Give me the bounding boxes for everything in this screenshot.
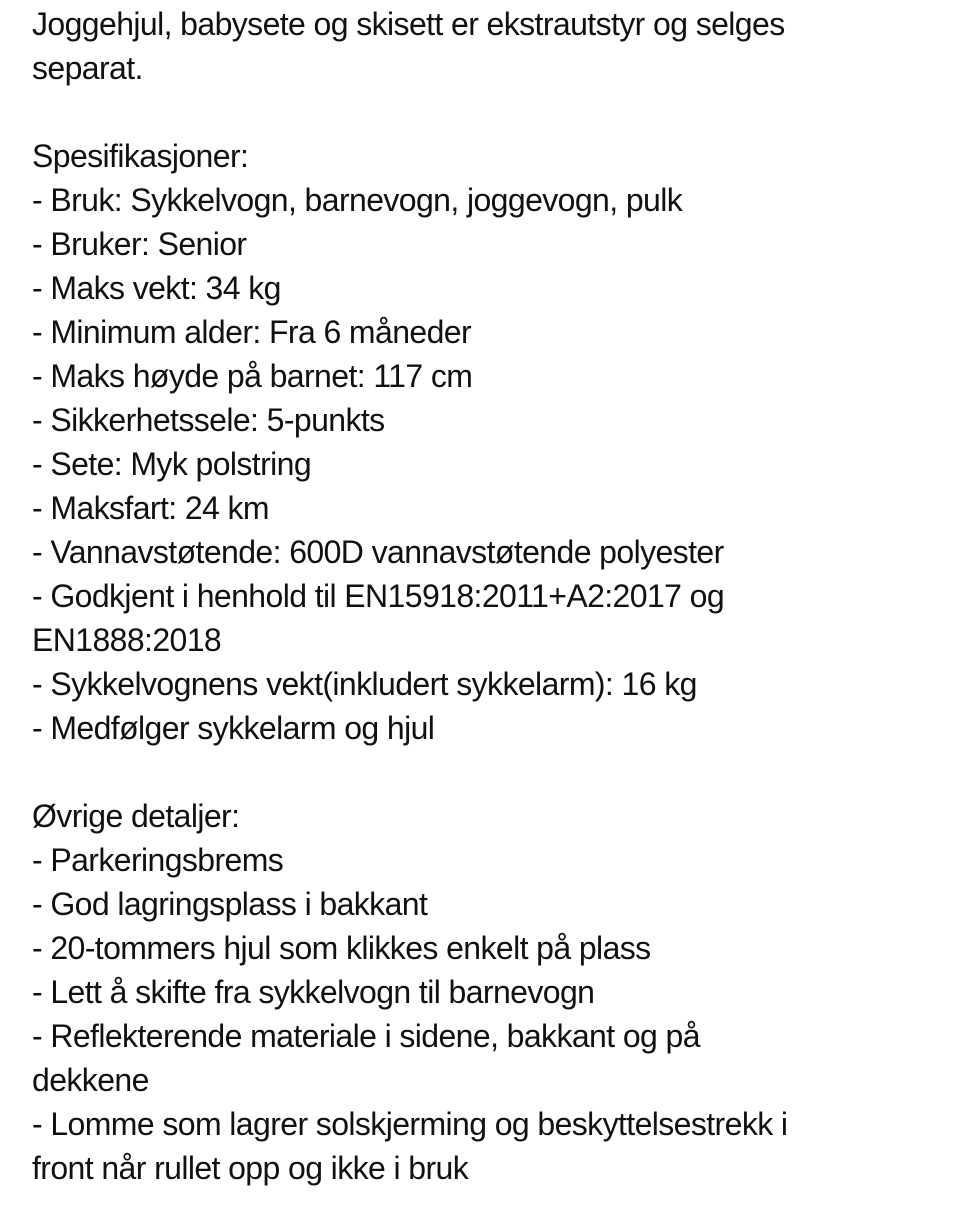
text-line: - Maks høyde på barnet: 117 cm — [32, 358, 473, 394]
text-line: - Reflekterende materiale i sidene, bakkant og på — [32, 1018, 700, 1054]
description-sections — [32, 134, 932, 1190]
section-heading: Spesifikasjoner: — [32, 138, 249, 174]
text-line: separat. — [32, 50, 143, 86]
description-section — [32, 794, 932, 1190]
text-line: - Lomme som lagrer solskjerming og beskyttelsestrekk i — [32, 1106, 788, 1142]
section-heading: Øvrige detaljer: — [32, 798, 240, 834]
text-line: - Parkeringsbrems — [32, 842, 284, 878]
text-line: - Sete: Myk polstring — [32, 446, 312, 482]
text-line: - 20-tommers hjul som klikkes enkelt på plass — [32, 930, 651, 966]
text-line: - Lett å skifte fra sykkelvogn til barnevogn — [32, 974, 595, 1010]
description-intro — [32, 2, 932, 90]
text-line: - Sykkelvognens vekt(inkludert sykkelarm): 16 kg — [32, 666, 697, 702]
text-line: - Bruker: Senior — [32, 226, 247, 262]
text-line: - Medfølger sykkelarm og hjul — [32, 710, 435, 746]
text-line: - Sikkerhetssele: 5-punkts — [32, 402, 385, 438]
text-line: - Vannavstøtende: 600D vannavstøtende polyester — [32, 534, 724, 570]
description-section — [32, 134, 932, 750]
text-line: EN1888:2018 — [32, 622, 222, 658]
text-line: - God lagringsplass i bakkant — [32, 886, 428, 922]
text-line: - Bruk: Sykkelvogn, barnevogn, joggevogn, pulk — [32, 182, 683, 218]
text-line: - Maksfart: 24 km — [32, 490, 269, 526]
text-line: Joggehjul, babysete og skisett er ekstrautstyr og selges — [32, 6, 785, 42]
text-line: front når rullet opp og ikke i bruk — [32, 1150, 469, 1186]
text-line: - Minimum alder: Fra 6 måneder — [32, 314, 472, 350]
text-line: dekkene — [32, 1062, 149, 1098]
text-line: - Godkjent i henhold til EN15918:2011+A2:2017 og — [32, 578, 725, 614]
text-line: - Maks vekt: 34 kg — [32, 270, 281, 306]
